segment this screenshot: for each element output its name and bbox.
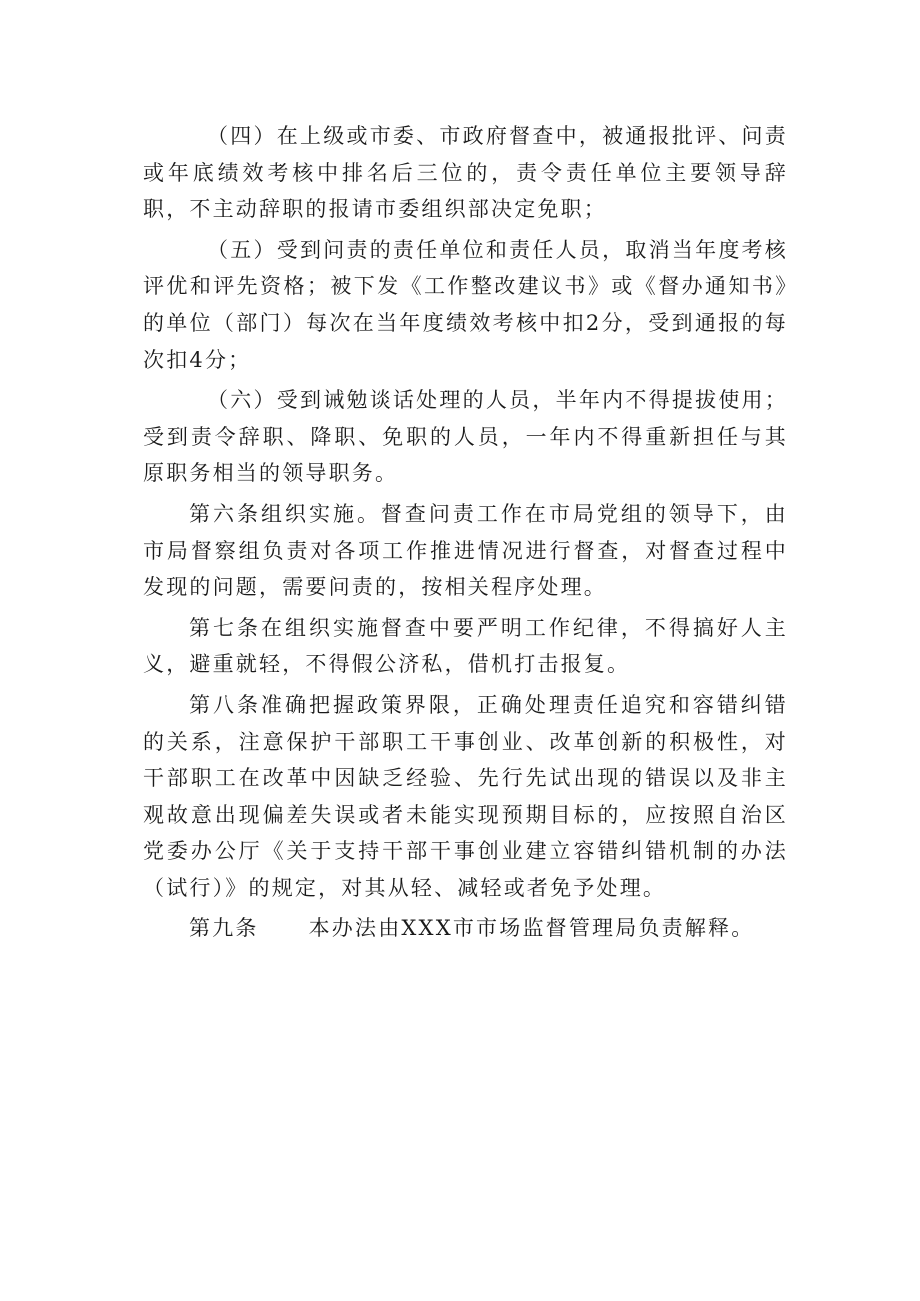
document-body	[143, 118, 788, 951]
paragraph-article-8: 第八条准确把握政策界限，正确处理责任追究和容错纠错的关系，注意保护干部职工干事创业、改革创新的积极性，对干部职工在改革中因缺乏经验、先行先试出现的错误以及非主观故意出现偏差失误或者未能实现预期目标的，应按照自治区党委办公厅《关于支持干部干事创业建立容错纠错机制的办法（试行）》的规定，对其从轻、减轻或者免予处理。	[143, 692, 788, 900]
paragraph-item-5: （五）受到问责的责任单位和责任人员，取消当年度考核评优和评先资格；被下发《工作整改建议书》或《督办通知书》的单位（部门）每次在当年度绩效考核中扣2分，受到通报的每次扣4分；	[143, 237, 788, 372]
article-9-text: 本办法由XXX市市场监督管理局负责解释。	[308, 916, 755, 941]
paragraph-item-4: （四）在上级或市委、市政府督查中，被通报批评、问责或年底绩效考核中排名后三位的，责令责任单位主要领导辞职，不主动辞职的报请市委组织部决定免职；	[143, 124, 788, 222]
article-9-label: 第九条	[189, 916, 259, 941]
paragraph-article-6: 第六条组织实施。督查问责工作在市局党组的领导下，由市局督察组负责对各项工作推进情况进行督查，对督查过程中发现的问题，需要问责的，按相关程序处理。	[143, 501, 788, 600]
paragraph-article-9	[143, 910, 788, 947]
paragraph-item-6: （六）受到诫勉谈话处理的人员，半年内不得提拔使用；受到责令辞职、降职、免职的人员，一年内不得重新担任与其原职务相当的领导职务。	[143, 388, 788, 486]
paragraph-article-7: 第七条在组织实施督查中要严明工作纪律，不得搞好人主义，避重就轻，不得假公济私，借机打击报复。	[143, 615, 788, 677]
